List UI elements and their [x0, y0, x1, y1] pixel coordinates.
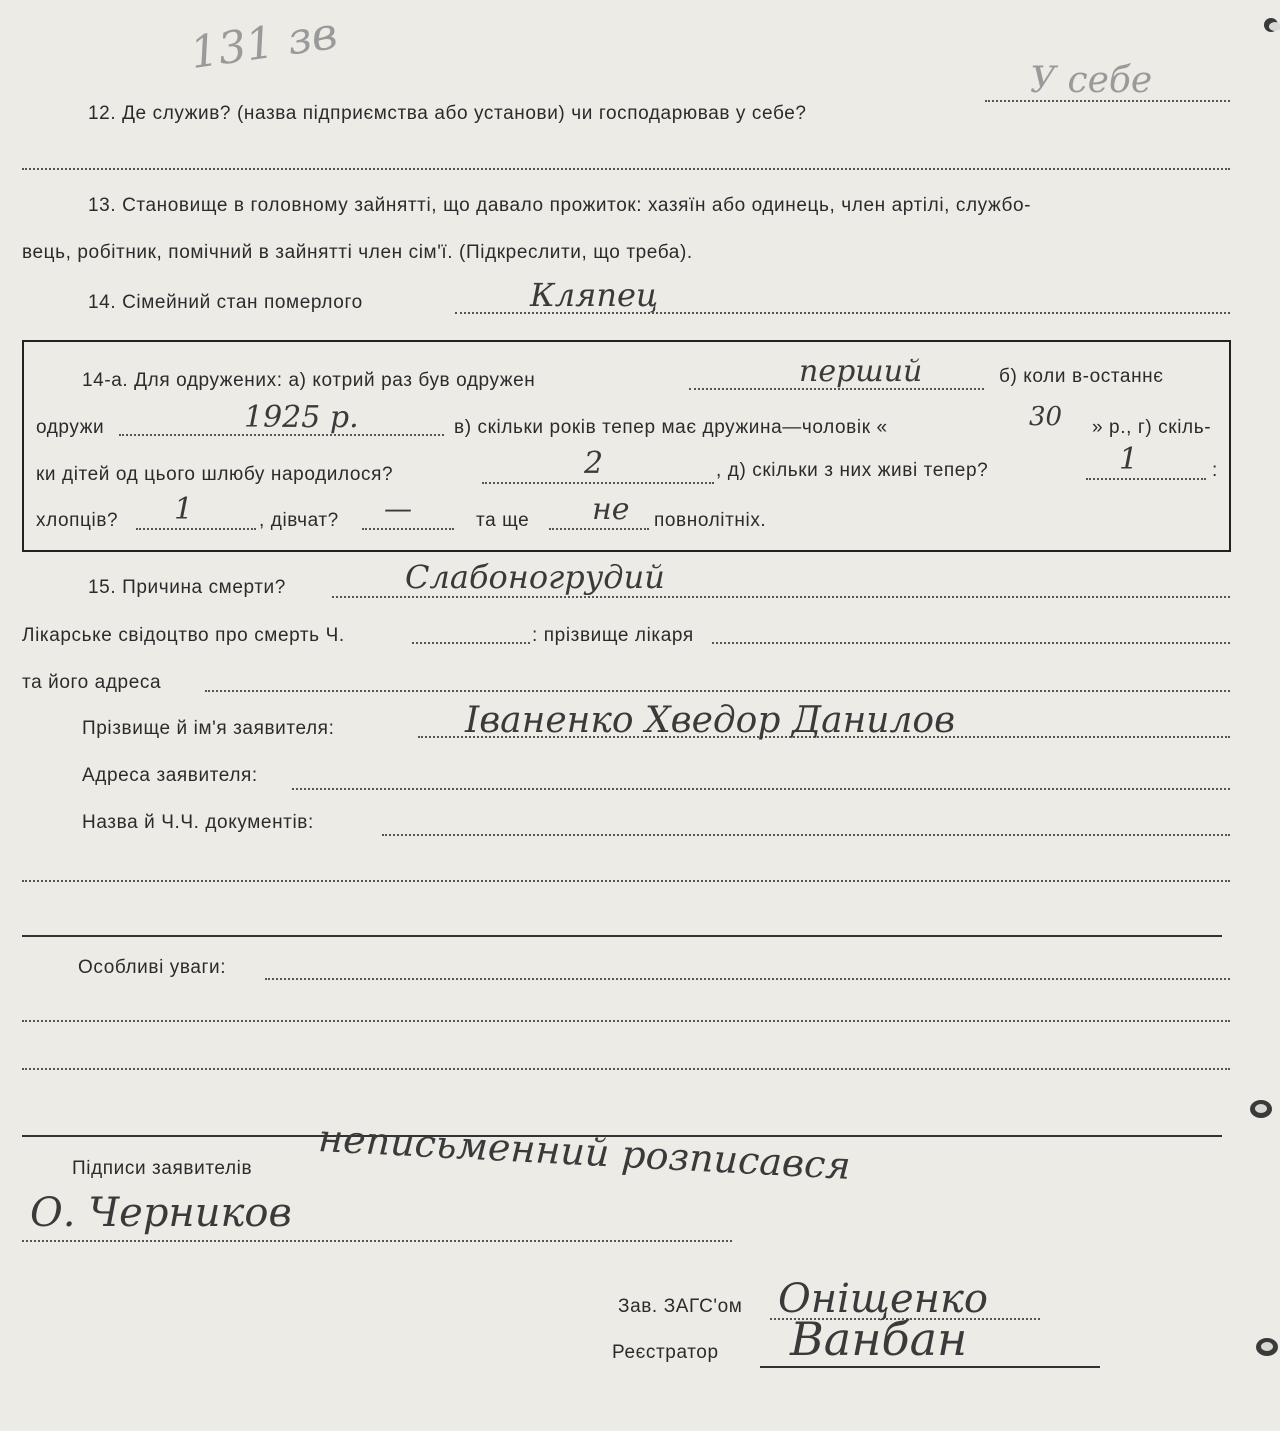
notes-dots-2 [22, 1020, 1230, 1022]
q12-answer: У себе [1030, 60, 1153, 101]
signer-signature: О. Черников [30, 1190, 292, 1236]
q14a-line4-b: , дівчат? [259, 510, 339, 531]
notes-dots-1 [265, 978, 1230, 980]
q15-answer: Слабоногрудий [405, 558, 665, 596]
q14a-line4-c: та ще [476, 510, 530, 531]
top-handwritten-note: 131 зв [187, 7, 341, 80]
q14a-girls-answer: — [384, 492, 412, 525]
medical-cert-dots [412, 642, 530, 644]
q14a-line2-b: в) скільки років тепер має дружина—чоловік « [454, 417, 888, 438]
q14a-boys-dots [136, 528, 256, 530]
q14a-last-married-answer: 1925 р. [244, 400, 359, 435]
q14a-line2-c: » р., г) скіль- [1092, 417, 1212, 438]
q14a-line3-b: , д) скільки з них живі тепер? [716, 460, 989, 481]
q14a-times-married-answer: перший [799, 354, 923, 389]
punch-hole-2 [1256, 1338, 1278, 1356]
punch-hole-1 [1250, 1100, 1272, 1118]
q14a-line3-a: ки дітей од цього шлюбу народилося? [36, 464, 394, 485]
medical-cert-label: Лікарське свідоцтво про смерть Ч. [22, 625, 345, 646]
q14-answer: Кляпец [530, 276, 659, 314]
signatures-dots [22, 1240, 732, 1242]
q14a-line4-d: повнолітніх. [654, 510, 767, 531]
zags-head-signature: Оніщенко [778, 1276, 988, 1322]
applicant-address-label: Адреса заявителя: [82, 765, 258, 786]
q14a-line2-a: одружи [36, 417, 105, 438]
q14a-minors-answer: не [592, 492, 630, 527]
q14a-box [22, 340, 1231, 552]
zags-head-label: Зав. ЗАГС'ом [618, 1296, 743, 1317]
q14a-children-born-answer: 2 [584, 446, 604, 481]
medical-address-dots [205, 690, 1230, 692]
registrar-signature: Ванбан [790, 1312, 968, 1366]
q14a-children-alive-answer: 1 [1119, 442, 1139, 477]
q14a-line4-a: хлопців? [36, 510, 119, 531]
q15-dotted-line [332, 596, 1230, 598]
q14a-spouse-age-answer: 30 [1029, 402, 1063, 432]
q14-label: 14. Сімейний стан померлого [88, 292, 363, 313]
notes-label: Особливі уваги: [78, 957, 227, 978]
notes-dots-3 [22, 1068, 1230, 1070]
applicant-docs-dots [382, 834, 1230, 836]
punch-hole-3 [1264, 18, 1278, 32]
applicant-docs-continuation [22, 880, 1230, 882]
applicant-name-label: Прізвище й ім'я заявителя: [82, 718, 335, 739]
medical-doctor-dots [712, 642, 1230, 644]
q14a-line3-dots-b [1086, 478, 1206, 480]
q13-line1: 13. Становище в головному зайнятті, що давало прожиток: хазяїн або одинець, член артілі, службо- [88, 195, 1032, 216]
medical-doctor-label: : прізвище лікаря [532, 625, 694, 646]
signatures-label: Підписи заявителів [72, 1158, 253, 1179]
q14a-girls-dots [362, 528, 454, 530]
q14a-minors-dots [549, 528, 649, 530]
q12-continuation-line [22, 168, 1230, 170]
q13-line2: вець, робітник, помічний в зайнятті член сім'ї. (Підкреслити, що треба). [22, 242, 693, 263]
q14a-line1-a: 14-а. Для одружених: а) котрий раз був одружен [82, 370, 536, 391]
q14a-line3-colon: : [1212, 460, 1218, 481]
applicant-address-dots [292, 788, 1230, 790]
q14a-boys-answer: 1 [174, 492, 194, 527]
section-divider-1 [22, 935, 1222, 937]
q15-label: 15. Причина смерти? [88, 577, 286, 598]
q12-label: 12. Де служив? (назва підприємства або установи) чи господарював у себе? [88, 103, 807, 124]
applicant-name-value: Іваненко Хведор Данилов [465, 700, 956, 741]
q14a-line3-dots-a [482, 482, 714, 484]
signatures-handwritten-note: неписьменний розписався [317, 1116, 852, 1188]
q14a-line1-b: б) коли в-останнє [999, 366, 1164, 387]
medical-address-label: та його адреса [22, 672, 162, 693]
registrar-line [760, 1366, 1100, 1368]
registrar-label: Реєстратор [612, 1342, 719, 1363]
applicant-docs-label: Назва й Ч.Ч. документів: [82, 812, 314, 833]
